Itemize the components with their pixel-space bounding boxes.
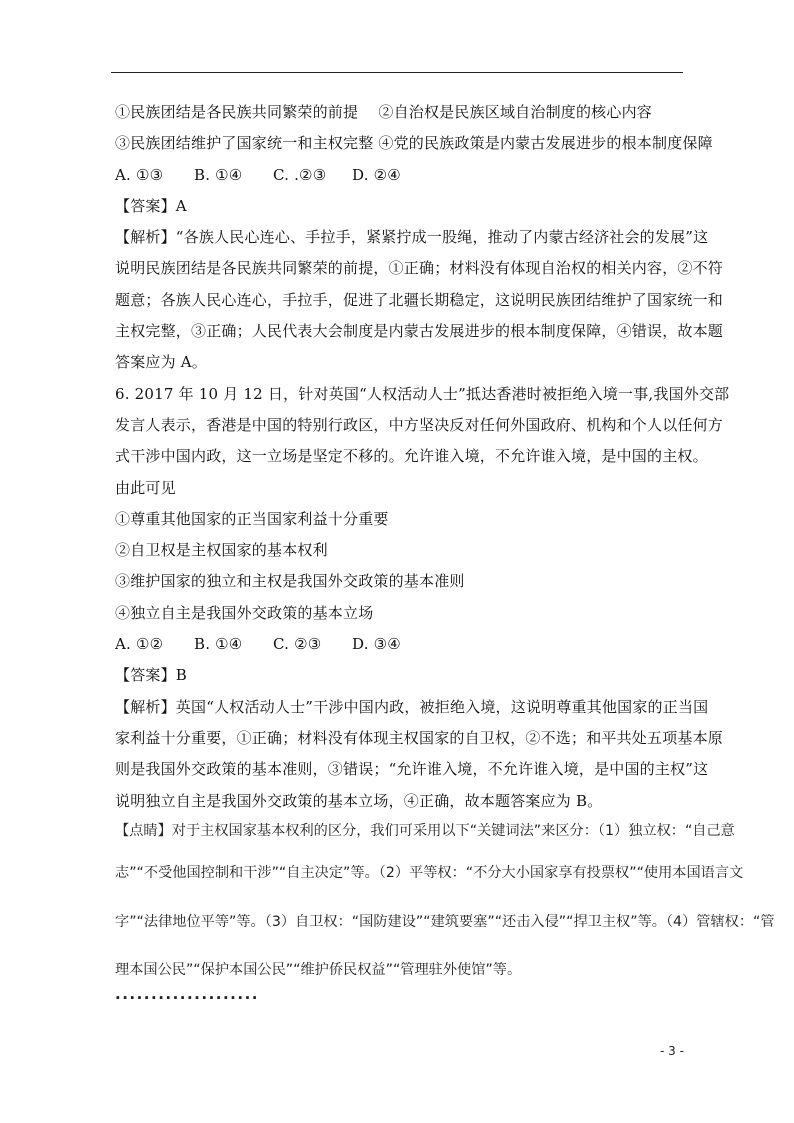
q6-analysis-line-1: 【解析】英国“人权活动人士”干涉中国内政，被拒绝入境，这说明尊重其他国家的正当国: [115, 697, 709, 716]
q6-statement-2: ②自卫权是主权国家的基本权利: [115, 541, 328, 560]
tip-line-1: 【点睛】对于主权国家基本权利的区分，我们可采用以下“关键词法”来区分：（1）独立权：“自己意: [115, 823, 735, 839]
q6-choice-d: D. ③④: [352, 635, 401, 654]
q6-stem-line-4: 由此可见: [115, 478, 176, 497]
q6-answer: 【答案】B: [115, 666, 188, 685]
q5-choices: [115, 160, 690, 191]
q6-analysis-line-3: 则是我国外交政策的基本准则，③错误；“允许谁入境，不允许谁入境，是中国的主权”这: [115, 760, 709, 779]
tip-line-4: 理本国公民”“保护本国公民”“维护侨民权益”“管理驻外使馆”等。: [115, 962, 522, 978]
q6-choice-a: A. ①②: [115, 635, 164, 654]
q5-analysis-line-5: 答案应为 A。: [115, 353, 208, 372]
q5-choice-c: C. .②③: [273, 165, 327, 184]
q5-analysis-line-4: 主权完整，③正确；人民代表大会制度是内蒙古发展进步的根本制度保障，④错误，故本题: [115, 322, 724, 341]
q6-choice-b: B. ①④: [194, 635, 243, 654]
tip-section: [115, 813, 775, 995]
dotted-separator: ....................: [115, 985, 259, 1003]
q6-stem-line-2: 发言人表示，香港是中国的特别行政区，中方坚决反对任何外国政府、机构和个人以任何方: [115, 415, 724, 434]
main-content: [115, 97, 730, 817]
q5-analysis-line-1: 【解析】“各族人民心连心、手拉手，紧紧拧成一股绳，推动了内蒙古经济社会的发展”这: [115, 228, 709, 247]
q6-choice-c: C. ②③: [273, 635, 322, 654]
q5-answer: 【答案】A: [115, 196, 187, 215]
q5-analysis-line-3: 题意；各族人民心连心，手拉手，促进了北疆长期稳定，这说明民族团结维护了国家统一和: [115, 290, 724, 309]
q6-analysis-line-2: 家利益十分重要，①正确；材料没有体现主权国家的自卫权，②不选；和平共处五项基本原: [115, 728, 724, 747]
q6-stem-line-1: 6. 2017 年 10 月 12 日，针对英国“人权活动人士”抵达香港时被拒绝入境一事,我国外交部: [115, 384, 730, 403]
tip-line-3: 字”“法律地位平等”等。（3）自卫权：“国防建设”“建筑要塞”“还击入侵”“捍卫主权”等。（4）管辖权：“管: [115, 913, 775, 930]
q5-options-line-2: ③民族团结维护了国家统一和主权完整 ④党的民族政策是内蒙古发展进步的根本制度保障: [115, 134, 713, 153]
tip-line-2: 志”“不受他国控制和干涉”“自主决定”等。（2）平等权：“不分大小国家享有投票权”“使用本国语言文: [115, 865, 744, 881]
q5-options-line-1: ①民族团结是各民族共同繁荣的前提 ②自治权是民族区域自治制度的核心内容: [115, 103, 652, 121]
q5-choice-a: A. ①③: [115, 165, 164, 184]
q5-choice-b: B. ①④: [194, 165, 243, 184]
q6-statement-3: ③维护国家的独立和主权是我国外交政策的基本准则: [115, 572, 465, 591]
q5-analysis-line-2: 说明民族团结是各民族共同繁荣的前提，①正确；材料没有体现自治权的相关内容，②不符: [115, 259, 724, 278]
q6-analysis-line-4: 说明独立自主是我国外交政策的基本立场，④正确，故本题答案应为 B。: [115, 791, 603, 810]
page-number: - 3 -: [660, 1044, 684, 1058]
q6-choices: [115, 629, 690, 660]
q5-choice-d: D. ②④: [352, 165, 401, 184]
q6-stem-line-3: 式干涉中国内政，这一立场是坚定不移的。允许谁入境，不允许谁入境，是中国的主权。: [115, 447, 708, 466]
q6-statement-4: ④独立自主是我国外交政策的基本立场: [115, 603, 374, 622]
q6-statement-1: ①尊重其他国家的正当国家利益十分重要: [115, 509, 389, 528]
header-rule: [111, 72, 683, 73]
